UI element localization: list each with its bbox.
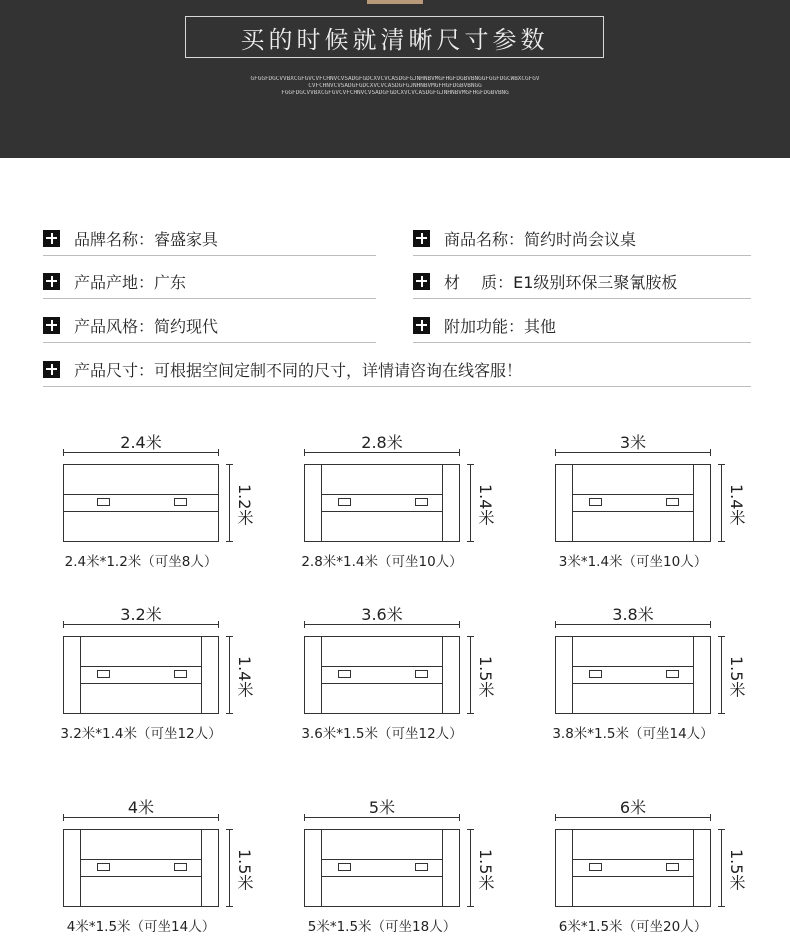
- table-size-diagram: [60, 605, 254, 742]
- width-dimension-line: [555, 452, 711, 453]
- spec-label: 产品风格：简约现代: [74, 316, 219, 336]
- width-label: 2.8米: [361, 433, 403, 452]
- width-dimension-line: [63, 452, 219, 453]
- plus-icon: [413, 317, 430, 334]
- depth-dimension-line: [721, 636, 722, 714]
- page-title: 买的时候就清晰尺寸参数: [185, 16, 604, 58]
- socket-box: [338, 863, 351, 871]
- depth-label: 1.5米: [727, 656, 746, 698]
- spec-label: 材 质：E1级别环保三聚氰胺板: [444, 272, 678, 292]
- depth-dimension-line: [470, 636, 471, 714]
- size-caption: 2.8米*1.4米（可坐10人）: [301, 554, 463, 570]
- socket-box: [97, 863, 110, 871]
- socket-box: [589, 670, 602, 678]
- width-dimension-line: [555, 817, 711, 818]
- table-leg-left: [304, 464, 322, 542]
- size-caption: 3.6米*1.5米（可坐12人）: [301, 726, 463, 742]
- table-leg-right: [442, 829, 460, 907]
- table-leg-left: [63, 829, 81, 907]
- plus-icon: [413, 230, 430, 247]
- table-leg-right: [693, 464, 711, 542]
- table-leg-right: [693, 829, 711, 907]
- table-size-diagram: [63, 798, 254, 935]
- table-leg-right: [201, 829, 219, 907]
- table-leg-right: [442, 464, 460, 542]
- plus-icon: [413, 273, 430, 290]
- socket-box: [415, 863, 428, 871]
- width-label: 5米: [368, 798, 396, 817]
- size-caption: 4米*1.5米（可坐14人）: [66, 919, 216, 935]
- socket-box: [174, 670, 187, 678]
- depth-dimension-line: [229, 464, 230, 542]
- table-leg-right: [442, 636, 460, 714]
- spec-style: [43, 308, 376, 343]
- socket-box: [415, 670, 428, 678]
- header-accent-bar: [367, 0, 423, 4]
- spec-label: 附加功能：其他: [444, 316, 557, 336]
- width-label: 6米: [619, 798, 647, 817]
- depth-label: 1.2米: [235, 484, 254, 526]
- depth-label: 1.4米: [727, 484, 746, 526]
- width-label: 3.2米: [120, 605, 162, 624]
- subtitle-line: GFGGFDGCVVBXCGFGVCVFCHNVCVSADGFGDCXVCVCASDGFGJNHNBVMGFHGFDGBVBNGGFGGFDGCWBXCGFGV: [250, 76, 540, 82]
- width-label: 4米: [127, 798, 155, 817]
- table-leg-left: [304, 829, 322, 907]
- depth-label: 1.4米: [476, 484, 495, 526]
- table-size-diagram: [555, 433, 746, 570]
- width-label: 2.4米: [120, 433, 162, 452]
- depth-dimension-line: [721, 464, 722, 542]
- depth-label: 1.5米: [727, 849, 746, 891]
- table-size-diagram: [555, 798, 746, 935]
- width-dimension-line: [304, 624, 460, 625]
- table-size-diagram: [552, 605, 746, 742]
- depth-dimension-line: [470, 464, 471, 542]
- socket-box: [415, 498, 428, 506]
- width-label: 3.6米: [361, 605, 403, 624]
- socket-box: [338, 498, 351, 506]
- spec-material: [413, 264, 751, 299]
- socket-box: [666, 498, 679, 506]
- depth-label: 1.5米: [476, 849, 495, 891]
- table-size-diagram: [301, 605, 495, 742]
- cable-tray: [63, 494, 219, 512]
- spec-extra-function: [413, 308, 751, 343]
- size-caption: 2.4米*1.2米（可坐8人）: [64, 554, 218, 570]
- table-size-diagram: [63, 433, 254, 570]
- width-dimension-line: [304, 817, 460, 818]
- table-leg-left: [555, 464, 573, 542]
- spec-origin: [43, 264, 376, 299]
- spec-label: 产品尺寸：可根据空间定制不同的尺寸，详情请咨询在线客服！: [74, 360, 523, 380]
- size-caption: 3米*1.4米（可坐10人）: [558, 554, 708, 570]
- socket-box: [589, 498, 602, 506]
- width-label: 3米: [619, 433, 647, 452]
- depth-dimension-line: [470, 829, 471, 907]
- socket-box: [666, 863, 679, 871]
- table-leg-left: [304, 636, 322, 714]
- table-leg-left: [63, 636, 81, 714]
- table-leg-right: [201, 636, 219, 714]
- width-dimension-line: [555, 624, 711, 625]
- depth-label: 1.5米: [235, 849, 254, 891]
- depth-label: 1.5米: [476, 656, 495, 698]
- subtitle-line: FGGFDGCVVBXCGFGVCVFCHNVCVSADGFGDCXVCVCASDGFGJNHNBVMGFHGFDGBVBNG: [281, 90, 509, 96]
- socket-box: [97, 670, 110, 678]
- plus-icon: [43, 361, 60, 378]
- spec-label: 品牌名称：睿盛家具: [74, 229, 219, 249]
- socket-box: [174, 863, 187, 871]
- plus-icon: [43, 317, 60, 334]
- plus-icon: [43, 230, 60, 247]
- spec-brand: [43, 221, 376, 256]
- width-dimension-line: [304, 452, 460, 453]
- depth-dimension-line: [229, 636, 230, 714]
- plus-icon: [43, 273, 60, 290]
- socket-box: [338, 670, 351, 678]
- socket-box: [97, 498, 110, 506]
- depth-dimension-line: [721, 829, 722, 907]
- table-leg-left: [555, 636, 573, 714]
- depth-label: 1.4米: [235, 656, 254, 698]
- header-banner: [0, 0, 790, 158]
- size-caption: 3.2米*1.4米（可坐12人）: [60, 726, 222, 742]
- width-label: 3.8米: [612, 605, 654, 624]
- socket-box: [174, 498, 187, 506]
- spec-product-name: [413, 221, 751, 256]
- socket-box: [666, 670, 679, 678]
- spec-label: 商品名称：简约时尚会议桌: [444, 229, 637, 249]
- depth-dimension-line: [229, 829, 230, 907]
- size-caption: 6米*1.5米（可坐20人）: [558, 919, 708, 935]
- spec-size: [43, 352, 751, 387]
- size-caption: 5米*1.5米（可坐18人）: [307, 919, 457, 935]
- width-dimension-line: [63, 624, 219, 625]
- table-leg-right: [693, 636, 711, 714]
- width-dimension-line: [63, 817, 219, 818]
- table-size-diagram: [301, 433, 495, 570]
- socket-box: [589, 863, 602, 871]
- subtitle-line: CVFCHNVCVSADGFGDCXVCVCASDGFGJNHNBVMGFHGFDGBVBNGG: [308, 83, 482, 89]
- table-size-diagram: [304, 798, 495, 935]
- spec-label: 产品产地：广东: [74, 272, 187, 292]
- size-caption: 3.8米*1.5米（可坐14人）: [552, 726, 714, 742]
- table-leg-left: [555, 829, 573, 907]
